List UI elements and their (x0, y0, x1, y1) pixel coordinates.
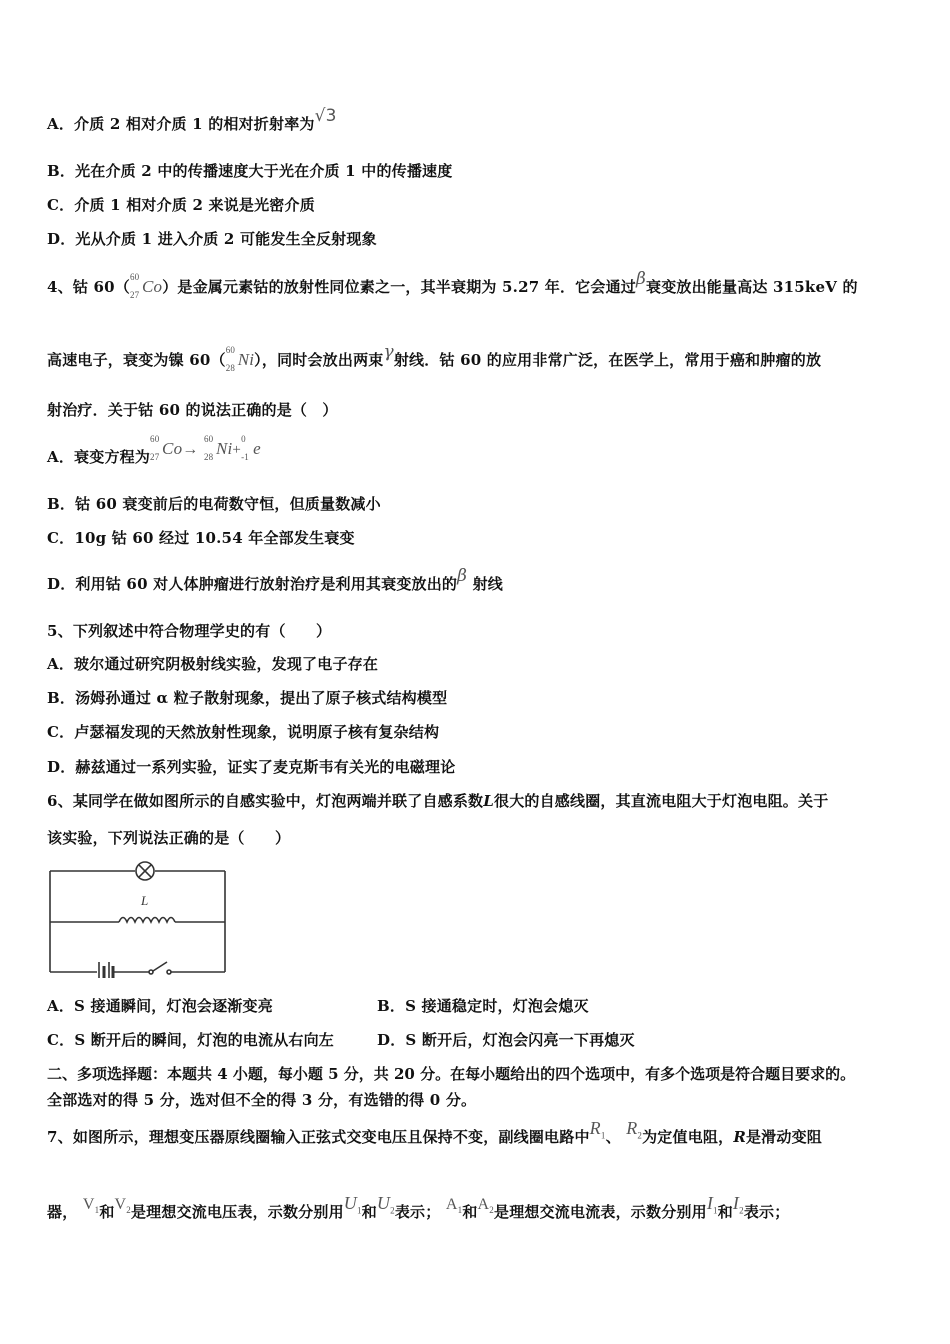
q4-stem-line1 (47, 269, 858, 300)
q6-option-b: B．S 接通稳定时，灯泡会熄灭 (377, 997, 589, 1015)
eq-e-mass: 0 (241, 434, 246, 444)
sqrt3-math: √3 (314, 106, 337, 126)
r1-symbol (589, 1118, 606, 1141)
and1: 和 (99, 1203, 115, 1221)
u1-symbol (343, 1193, 362, 1216)
q7-l1a: 7、如图所示，理想变压器原线圈输入正弦式交变电压且保持不变，副线圈电路中 (47, 1128, 590, 1146)
v1-symbol (82, 1196, 100, 1216)
eq-ni-z: 28 (203, 452, 214, 462)
q7-l2c: 表示； (394, 1203, 441, 1221)
q7-l1c: 是滑动变阻 (745, 1128, 822, 1146)
eq-co-mass: 60 (150, 434, 160, 444)
eq-ni-mass: 60 (203, 434, 214, 444)
beta-symbol: β (635, 269, 646, 289)
q7-stem-line1 (47, 1118, 822, 1155)
q4-l2a: 高速电子，衰变为镍 60（ (47, 351, 226, 369)
a2-sub: 2 (489, 1205, 494, 1216)
ni-symbol: Ni (237, 350, 255, 369)
u2-letter: U (376, 1193, 391, 1213)
i2-symbol (732, 1193, 744, 1216)
q3-option-a (47, 106, 337, 135)
r1-sub: 1 (600, 1130, 606, 1141)
eq-nickel (203, 434, 233, 462)
q6-stem-line1 (47, 790, 828, 812)
u1-sub: 1 (357, 1205, 362, 1216)
coil-label: L (141, 893, 149, 908)
a1-symbol (445, 1196, 463, 1216)
i2-letter: I (732, 1193, 740, 1213)
i2-sub: 2 (739, 1205, 744, 1216)
q4-l1b: ）是金属元素钴的放射性同位素之一，其半衰期为 5.27 年．它会通过 (162, 278, 636, 296)
q6-l1a: 6、某同学在做如图所示的自感实验中，灯泡两端并联了自感系数 (47, 792, 484, 810)
eq-e-z: -1 (241, 452, 249, 462)
a2-letter: A (477, 1196, 490, 1213)
u1-letter: U (343, 1193, 357, 1213)
arrow-icon: → (182, 441, 199, 458)
q7-l2b: 是理想交流电压表，示数分别用 (130, 1203, 344, 1221)
q4-option-b: B．钴 60 衰变前后的电荷数守恒，但质量数减小 (47, 495, 381, 513)
q4-option-d-tail: 射线 (472, 575, 504, 593)
q3-option-b: B．光在介质 2 中的传播速度大于光在介质 1 中的传播速度 (47, 162, 453, 180)
q5-option-a: A．玻尔通过研究阴极射线实验，发现了电子存在 (47, 655, 379, 673)
r2-letter: R (626, 1118, 638, 1138)
q5-option-b: B．汤姆孙通过 α 粒子散射现象，提出了原子核式结构模型 (47, 689, 448, 707)
co-mass: 60 (129, 272, 140, 282)
q5-option-c: C．卢瑟福发现的天然放射性现象，说明原子核有复杂结构 (47, 723, 440, 741)
q3-option-d: D．光从介质 1 进入介质 2 可能发生全反射现象 (47, 230, 377, 248)
q3-option-c: C．介质 1 相对介质 2 来说是光密介质 (47, 196, 315, 214)
nickel60-nuclide (225, 345, 255, 373)
v1-sub: 1 (94, 1205, 100, 1216)
q6-stem-line2: 该实验，下列说法正确的是（ ） (47, 829, 291, 847)
and3: 和 (462, 1203, 478, 1221)
q5-option-d: D．赫兹通过一系列实验，证实了麦克斯韦有关光的电磁理论 (47, 758, 456, 776)
inductor-coil-icon (119, 918, 175, 923)
q7-l2a: 器， (47, 1203, 78, 1221)
u2-sub: 2 (390, 1205, 395, 1216)
v2-letter: V (114, 1196, 127, 1213)
q4-option-d (47, 566, 504, 595)
i1-sub: 1 (713, 1205, 718, 1216)
q4-stem-line3: 射治疗．关于钴 60 的说法正确的是（ ） (47, 401, 338, 419)
q6-l1b: 很大的自感线圈，其直流电阻大于灯泡电阻。关于 (494, 792, 829, 810)
rheostat-symbol: R (733, 1128, 746, 1146)
plus-sign: + (232, 442, 242, 458)
r2-sub: 2 (637, 1130, 643, 1141)
q7-sep: 、 (605, 1128, 621, 1146)
a1-sub: 1 (457, 1205, 463, 1216)
co-z: 27 (129, 290, 140, 300)
cobalt60-nuclide (129, 272, 163, 300)
q7-stem-line2 (47, 1193, 790, 1230)
q6-option-c: C．S 断开后的瞬间，灯泡的电流从右向左 (47, 1031, 334, 1049)
q4-l1a: 4、钴 60（ (47, 278, 130, 296)
a1-letter: A (445, 1196, 458, 1213)
v1-letter: V (82, 1196, 95, 1213)
i1-letter: I (706, 1193, 714, 1213)
eq-co-symbol: Co (162, 439, 183, 458)
q5-stem: 5、下列叙述中符合物理学史的有（ ） (47, 622, 332, 640)
and4: 和 (717, 1203, 733, 1221)
q6-option-a: A．S 接通瞬间，灯泡会逐渐变亮 (47, 997, 273, 1015)
q4-l1c: 衰变放出能量高达 315keV 的 (646, 278, 858, 296)
q4-l2b: ），同时会放出两束 (254, 351, 384, 369)
inductance-symbol: L (483, 792, 494, 810)
eq-cobalt (150, 434, 183, 462)
ni-mass: 60 (225, 345, 236, 355)
u2-symbol (376, 1193, 395, 1216)
q4-option-d-text: D．利用钴 60 对人体肿瘤进行放射治疗是利用其衰变放出的 (47, 575, 458, 593)
ni-z: 28 (225, 363, 236, 373)
decay-equation (150, 434, 261, 462)
q3-option-a-text: A．介质 2 相对介质 1 的相对折射率为 (47, 115, 315, 133)
self-inductance-circuit-diagram (47, 858, 232, 978)
r1-letter: R (589, 1118, 601, 1138)
battery-icon (99, 962, 113, 978)
switch-icon (149, 962, 171, 974)
and2: 和 (361, 1203, 377, 1221)
section2-line1: 二、多项选择题：本题共 4 小题，每小题 5 分，共 20 分。在每小题给出的四个选项中，有多个选项是符合题目要求的。 (47, 1065, 856, 1083)
v2-symbol (114, 1196, 131, 1216)
q4-option-c: C．10g 钴 60 经过 10.54 年全部发生衰变 (47, 529, 355, 547)
gamma-symbol: γ (383, 342, 394, 362)
eq-e-symbol: e (253, 439, 261, 458)
section2-line2: 全部选对的得 5 分，选对但不全的得 3 分，有选错的得 0 分。 (47, 1091, 477, 1109)
r2-symbol (626, 1118, 643, 1141)
q7-l1b: 为定值电阻， (642, 1128, 734, 1146)
q7-l2d: 是理想交流电流表，示数分别用 (494, 1203, 707, 1221)
co-symbol: Co (141, 277, 163, 296)
q4-option-a-text: A．衰变方程为 (47, 448, 151, 466)
q4-option-a (47, 434, 261, 469)
q6-option-d: D．S 断开后，灯泡会闪亮一下再熄灭 (377, 1031, 635, 1049)
q7-l2e: 表示； (743, 1203, 790, 1221)
eq-co-z: 27 (150, 452, 160, 462)
eq-ni-symbol: Ni (215, 439, 233, 458)
q4-l2c: 射线．钴 60 的应用非常广泛，在医学上，常用于癌和肿瘤的放 (393, 351, 822, 369)
lamp-icon (136, 862, 154, 880)
eq-electron (241, 434, 261, 462)
v2-sub: 2 (126, 1205, 131, 1216)
beta-symbol-d: β (457, 566, 468, 586)
q4-stem-line2 (47, 342, 822, 373)
a2-symbol (477, 1196, 494, 1216)
i1-symbol (706, 1193, 718, 1216)
